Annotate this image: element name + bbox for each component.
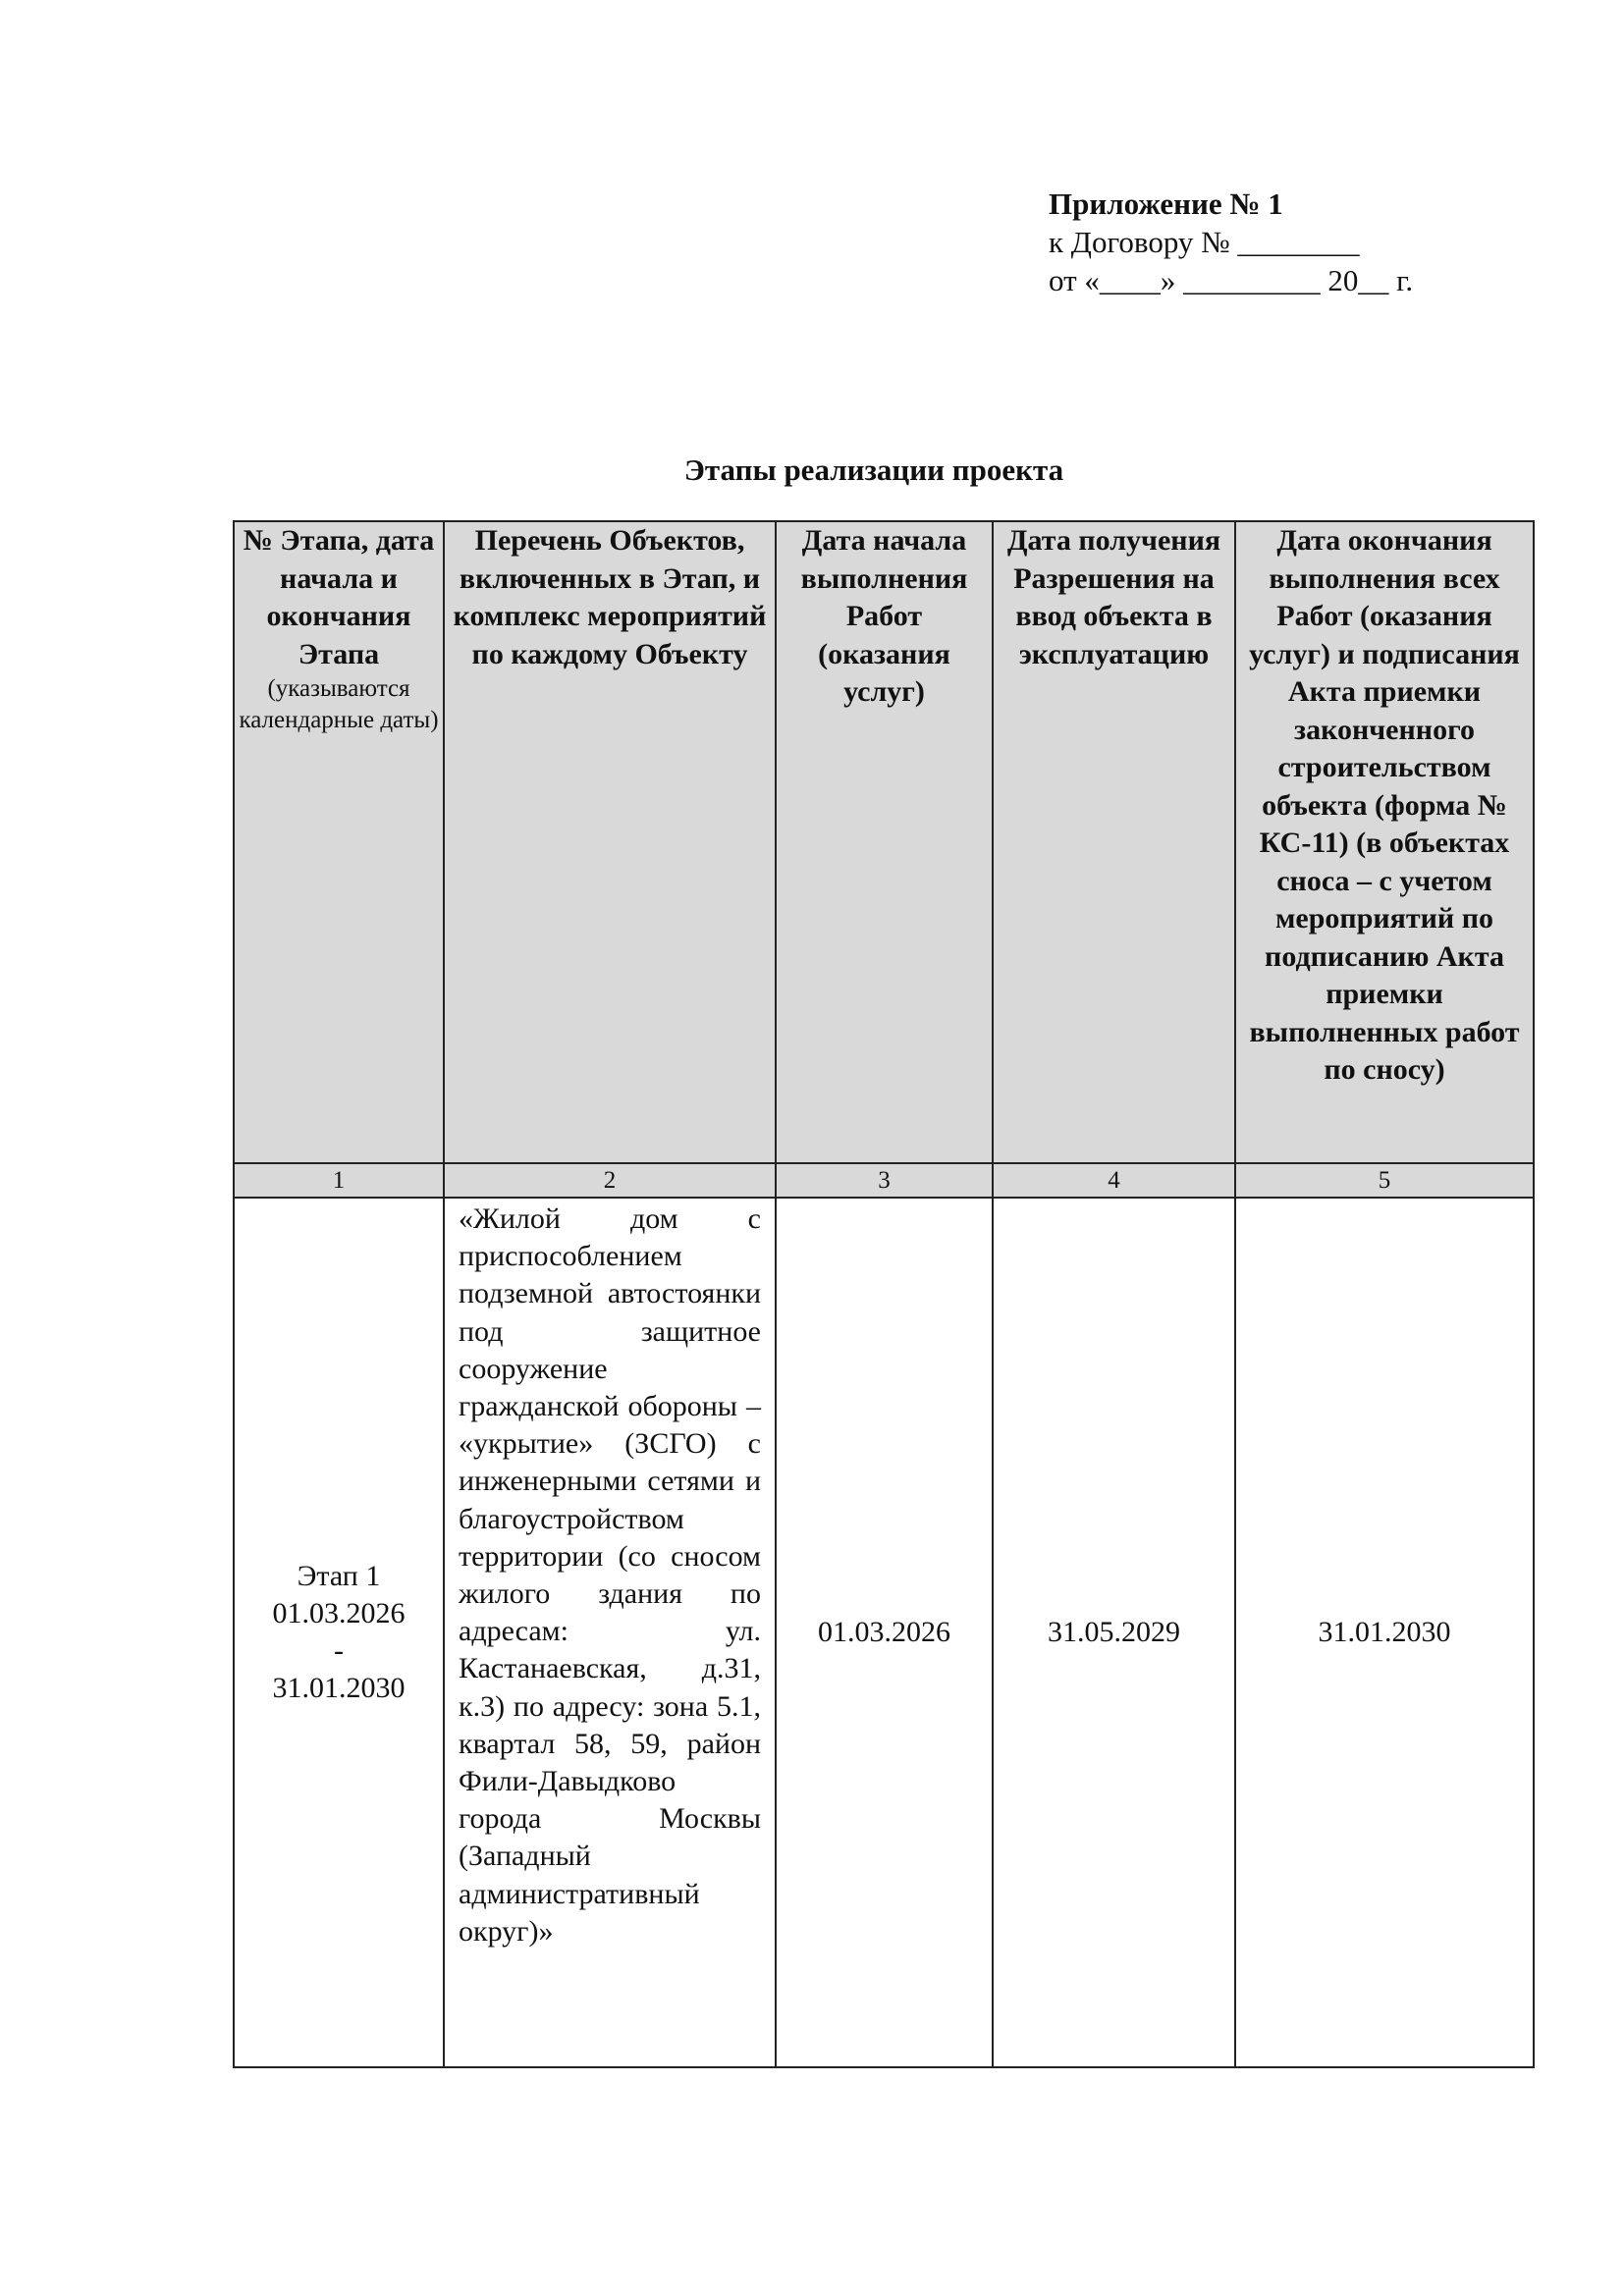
column-number: 5 — [1235, 1163, 1534, 1198]
appendix-title: Приложение № 1 — [1049, 187, 1283, 221]
document-title: Этапы реализации проекта — [683, 453, 1064, 487]
stage-start: 01.03.2026 — [272, 1597, 406, 1629]
header-permit-date: Дата получения Разрешения на ввод объекта в эксплуатацию — [993, 521, 1235, 1163]
table-row — [234, 1198, 1534, 2067]
column-number: 4 — [993, 1163, 1235, 1198]
stages-table — [233, 520, 1535, 2068]
column-number-row — [234, 1163, 1534, 1198]
header-stage — [234, 521, 444, 1163]
start-date-cell: 01.03.2026 — [776, 1198, 993, 2067]
column-number: 1 — [234, 1163, 444, 1198]
appendix-block — [1049, 185, 1413, 299]
stage-end: 31.01.2030 — [272, 1672, 406, 1704]
table-header-row — [234, 521, 1534, 1163]
header-stage-text: № Этапа, дата начала и окончания Этапа — [243, 524, 435, 670]
stage-cell — [234, 1198, 444, 2067]
object-description-cell: «Жилой дом с приспособлением подземной автостоянки под защитное сооружение гражданской обороны – «укрытие» (ЗСГО) с инженерными сетями и благоустройством территории (со сносом жилого здания по адресам: ул. Кастанаевская, д.31, к.3) по адресу: зона 5.1, квартал 58, 59, район Фили-Давыдково города Москвы (Западный административный округ)» — [444, 1198, 776, 2067]
column-number: 3 — [776, 1163, 993, 1198]
appendix-date-line: от «____» _________ 20__ г. — [1049, 263, 1414, 297]
stage-separator: - — [334, 1634, 344, 1667]
header-completion-date: Дата окончания выполнения всех Работ (оказания услуг) и подписания Акта приемки законченного строительством объекта (форма № КС-11) (в объектах сноса – с учетом мероприятий по подписанию Акта приемки выполненных работ по сносу) — [1235, 521, 1534, 1163]
column-number: 2 — [444, 1163, 776, 1198]
header-stage-note: (указываются календарные даты) — [239, 675, 439, 733]
header-objects: Перечень Объектов, включенных в Этап, и комплекс мероприятий по каждому Объекту — [444, 521, 776, 1163]
stage-name: Этап 1 — [297, 1560, 381, 1592]
appendix-contract-line: к Договору № ________ — [1049, 225, 1360, 259]
header-start-date: Дата начала выполнения Работ (оказания услуг) — [776, 521, 993, 1163]
completion-date-cell: 31.01.2030 — [1235, 1198, 1534, 2067]
permit-date-cell: 31.05.2029 — [993, 1198, 1235, 2067]
